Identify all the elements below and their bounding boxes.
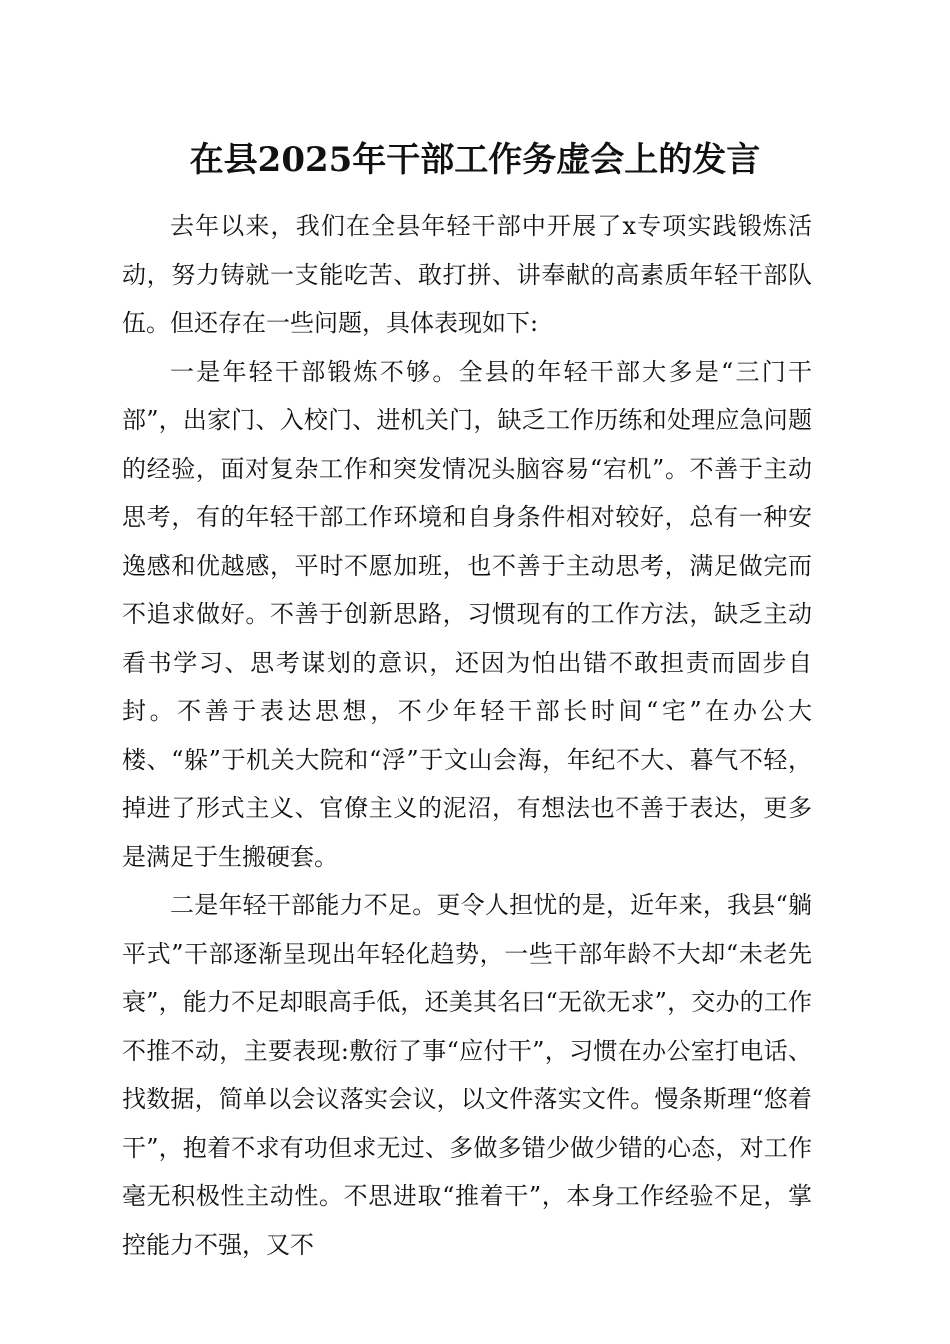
document-title: 在县2025年干部工作务虚会上的发言: [189, 140, 761, 180]
paragraph-point-one: 一是年轻干部锻炼不够。全县的年轻干部大多是“三门干部”，出家门、入校门、进机关门，缺乏工作历练和处理应急问题的经验，面对复杂工作和突发情况头脑容易“宕机”。不善于主动思考，有的年轻干部工作环境和自身条件相对较好，总有一种安逸感和优越感，平时不愿加班，也不善于主动思考，满足做完而不追求做好。不善于创新思路，习惯现有的工作方法，缺乏主动看书学习、思考谋划的意识，还因为怕出错不敢担责而固步自封。不善于表达思想，不少年轻干部长时间“宅”在办公大楼、“躲”于机关大院和“浮”于文山会海，年纪不大、暮气不轻，掉进了形式主义、官僚主义的泥沼，有想法也不善于表达，更多是满足于生搬硬套。: [122, 357, 812, 871]
document-body: [122, 202, 812, 1269]
paragraph-intro: 去年以来，我们在全县年轻干部中开展了x专项实践锻炼活动，努力铸就一支能吃苦、敢打拼、讲奉献的高素质年轻干部队伍。但还存在一些问题，具体表现如下:: [122, 212, 812, 337]
paragraph-point-two: 二是年轻干部能力不足。更令人担忧的是，近年来，我县“躺平式”干部逐渐呈现出年轻化趋势，一些干部年龄不大却“未老先衰”，能力不足却眼高手低，还美其名曰“无欲无求”，交办的工作不推不动，主要表现:敷衍了事“应付干”，习惯在办公室打电话、找数据，简单以会议落实会议，以文件落实文件。慢条斯理“悠着干”，抱着不求有功但求无过、多做多错少做少错的心态，对工作毫无积极性主动性。不思进取“推着干”，本身工作经验不足，掌控能力不强，又不: [122, 891, 812, 1259]
